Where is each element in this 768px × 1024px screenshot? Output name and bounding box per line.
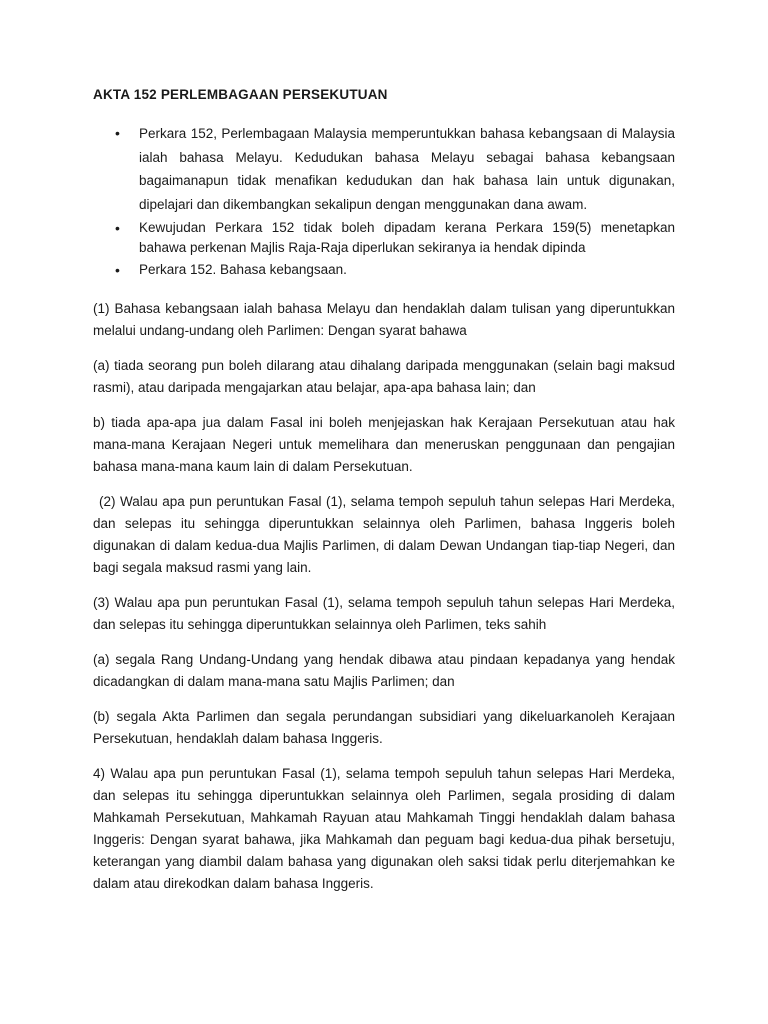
bullet-item: • Perkara 152, Perlembagaan Malaysia memperuntukkan bahasa kebangsaan di Malaysia ialah bahasa Melayu. Kedudukan bahasa Melayu sebagai bahasa kebangsaan bagaimanapun tidak menafikan kedudukan dan hak bahasa lain untuk digunakan, dipelajari dan dikembangkan sekalipun dengan menggunakan dana awam. — [139, 122, 675, 216]
paragraph-clause-1a: (a) tiada seorang pun boleh dilarang atau dihalang daripada menggunakan (selain bagi maksud rasmi), atau daripada mengajarkan atau belajar, apa-apa bahasa lain; dan — [93, 358, 675, 395]
bullet-item: • Kewujudan Perkara 152 tidak boleh dipadam kerana Perkara 159(5) menetapkan bahawa perkenan Majlis Raja-Raja diperlukan sekiranya ia hendak dipinda — [139, 218, 675, 258]
document-title: AKTA 152 PERLEMBAGAAN PERSEKUTUAN — [93, 87, 388, 102]
paragraph-clause-4: 4) Walau apa pun peruntukan Fasal (1), selama tempoh sepuluh tahun selepas Hari Merdeka, dan selepas itu sehingga diperuntukkan selainnya oleh Parlimen, segala prosiding di dalam Mahkamah Persekutuan, Mahkamah Rayuan atau Mahkamah Tinggi hendaklah dalam bahasa Inggeris: Dengan syarat bahawa, jika Mahkamah dan peguam bagi kedua-dua pihak bersetuju, keterangan yang diambil dalam bahasa yang digunakan oleh saksi tidak perlu diterjemahkan ke dalam atau direkodkan dalam bahasa Inggeris. — [93, 766, 675, 891]
bullet-item: • Perkara 152. Bahasa kebangsaan. — [139, 260, 675, 280]
paragraph-clause-2: (2) Walau apa pun peruntukan Fasal (1), selama tempoh sepuluh tahun selepas Hari Merdeka, dan selepas itu sehingga diperuntukkan selainnya oleh Parlimen, bahasa Inggeris boleh digunakan di dalam kedua-dua Majlis Parlimen, di dalam Dewan Undangan tiap-tiap Negeri, dan bagi segala maksud rasmi yang lain. — [93, 494, 675, 575]
paragraph-clause-3b: (b) segala Akta Parlimen dan segala perundangan subsidiari yang dikeluarkanoleh Kerajaan Persekutuan, hendaklah dalam bahasa Inggeris. — [93, 709, 675, 746]
paragraph-clause-3: (3) Walau apa pun peruntukan Fasal (1), selama tempoh sepuluh tahun selepas Hari Merdeka, dan selepas itu sehingga diperuntukkan selainnya oleh Parlimen, teks sahih — [93, 595, 675, 632]
paragraph-clause-1: (1) Bahasa kebangsaan ialah bahasa Melayu dan hendaklah dalam tulisan yang diperuntukkan melalui undang-undang oleh Parlimen: Dengan syarat bahawa — [93, 301, 675, 338]
document-page — [93, 86, 675, 908]
paragraph-clause-1b: b) tiada apa-apa jua dalam Fasal ini boleh menjejaskan hak Kerajaan Persekutuan atau hak mana-mana Kerajaan Negeri untuk memelihara dan meneruskan penggunaan dan pengajian bahasa mana-mana kaum lain di dalam Persekutuan. — [93, 415, 675, 474]
paragraph-clause-3a: (a) segala Rang Undang-Undang yang hendak dibawa atau pindaan kepadanya yang hendak dicadangkan di dalam mana-mana satu Majlis Parlimen; dan — [93, 652, 675, 689]
bullet-list — [93, 122, 675, 280]
